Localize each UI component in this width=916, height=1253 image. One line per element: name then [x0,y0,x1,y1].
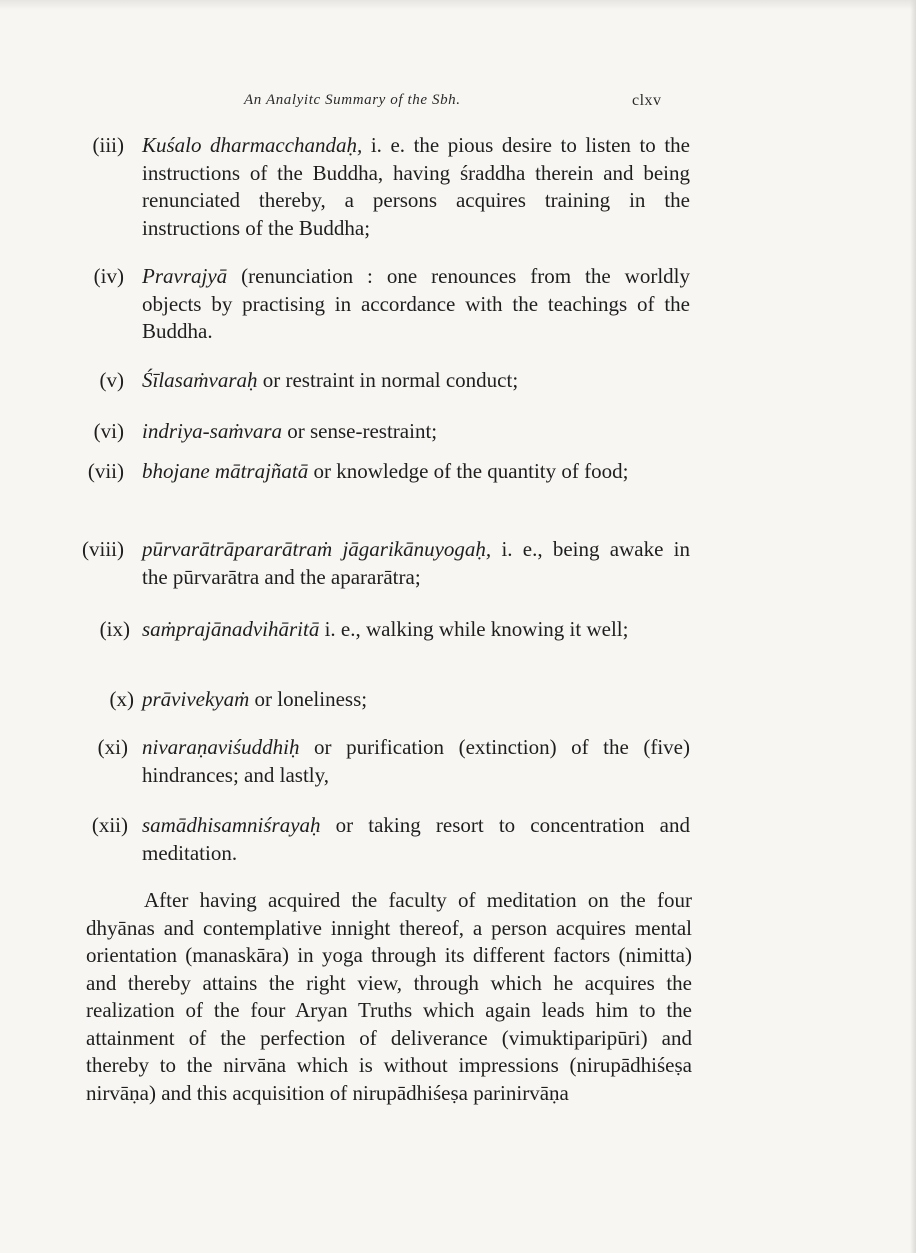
item-number: (ix) [99,617,130,641]
item-number: (x) [109,687,134,711]
page-edge-shadow [0,0,916,10]
body-paragraph: After having acquired the faculty of meditation on the four dhyānas and contemplative innight thereof, a person acquires mental orientation (manaskāra) in yoga through its different factors (nimitta) and thereby attains the right view, through which he acquires the realization of the four Aryan Truths which again leads him to the attainment of the perfection of deliverance (vimuktiparipūri) and thereby to the nirvāna which is without impressions (nirupādhiśeṣa nirvāṇa) and this acquisition of nirupādhiśeṣa parinirvāṇa [86,888,692,1105]
item-number: (vi) [93,419,124,443]
item-term: nivaraṇaviśuddhiḥ [142,735,300,759]
item-description: or purification (extinction) of the (five) hindrances; and lastly, [142,735,690,787]
item-number: (xi) [97,735,128,759]
item-term: Śīlasaṁvaraḥ [142,368,258,392]
item-text [142,418,690,446]
item-term: bhojane mātrajñatā [142,459,309,483]
item-number: (iii) [92,133,124,157]
item-text [142,458,690,486]
item-term: prāvivekyaṁ [142,687,250,711]
item-term: indriya-saṁvara [142,419,282,443]
item-description: i. e., walking while knowing it well; [319,617,629,641]
item-text [142,734,690,789]
item-number: (xii) [91,813,128,837]
item-term: saṁprajānadvihāritā [142,617,320,641]
item-text [142,367,690,395]
item-description: i. e. the pious desire to listen to the instructions of the Buddha, having śraddha therein and being renunciated thereby, a persons acquires training in the instructions of the Buddha; [142,133,690,240]
item-term: Pravrajyā [142,264,228,288]
item-term: Kuśalo dharmacchandaḥ, [142,133,363,157]
item-number: (v) [99,368,124,392]
item-description: or sense-restraint; [282,419,438,443]
page-header [0,92,916,116]
item-description: i. e., being awake in the pūrvarātra and the apararātra; [142,537,690,589]
item-text [142,686,690,714]
item-term: pūrvarātrāpararātraṁ jāgarikānuyogaḥ, [142,537,492,561]
item-description: (renunciation : one renounces from the worldly objects by practising in accordance with the teachings of the Buddha. [142,264,690,343]
item-text [142,536,690,591]
item-description: or restraint in normal conduct; [257,368,519,392]
item-term: samādhisamniśrayaḥ [142,813,321,837]
running-head: An Analyitc Summary of the Sbh. [244,92,461,108]
item-description: or knowledge of the quantity of food; [308,459,629,483]
item-number: (viii) [82,537,124,561]
item-text [142,812,690,867]
item-text [142,263,690,346]
item-number: (iv) [93,264,124,288]
item-description: or loneliness; [249,687,368,711]
item-text [142,132,690,242]
item-description: or taking resort to concentration and meditation. [142,813,690,865]
item-number: (vii) [87,459,124,483]
page-number: clxv [632,92,662,109]
item-text [142,616,690,644]
page-edge-shadow-right [910,0,916,1253]
